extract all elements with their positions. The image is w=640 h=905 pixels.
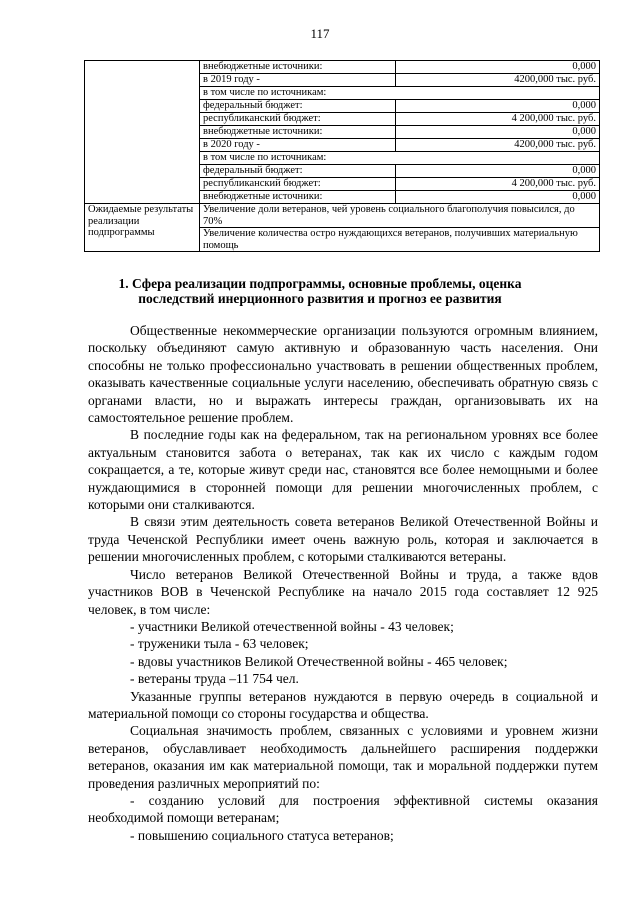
body-text (88, 322, 598, 844)
paragraph: В последние годы как на федеральном, так на региональном уровнях все более актуальным становится забота о ветеранах, так как их число с каждым годом сокращается, а те, которые живут среди нас, становятся все более немощными и более нуждающимися в сторонней помощи для решении многочисленных проблем, с которыми они сталкиваются. (88, 427, 598, 513)
row-label: в 2019 году - (200, 74, 396, 87)
row-value: 0,000 (396, 61, 600, 74)
list-item: - ветераны труда –11 754 чел. (130, 671, 299, 687)
paragraph: Социальная значимость проблем, связанных с условиями и уровнем жизни ветеранов, обуславливает необходимость дальнейшего расширения поддержки ветеранов, оказания им как материальной помощи, так и моральной поддержки путем проведения различных мероприятий по: (88, 723, 598, 791)
expected-result-item: Увеличение количества остро нуждающихся ветеранов, получивших материальную помощь (200, 228, 600, 252)
table-empty-cell (85, 61, 200, 204)
row-value: 4 200,000 тыс. руб. (396, 113, 600, 126)
row-label: в 2020 году - (200, 139, 396, 152)
row-value: 0,000 (396, 191, 600, 204)
row-value: 0,000 (396, 165, 600, 178)
row-label: в том числе по источникам: (200, 87, 600, 100)
table-row (85, 204, 600, 228)
paragraph: Общественные некоммерческие организации пользуются огромным влиянием, поскольку объединяют самую активную и образованную часть населения. Они способны не только профессионально участвовать в решении общественных проблем, оказывать качественные социальные услуги населению, обеспечивать обратную связь с органами власти, но и выражать интересы граждан, организовывать их на самостоятельное решение проблем. (88, 323, 598, 426)
row-value: 0,000 (396, 126, 600, 139)
paragraph: В связи этим деятельность совета ветеранов Великой Отечественной Войны и труда Чеченской Республики имеет очень важную роль, которая и заключается в решении многочисленных проблем, с которыми сталкиваются ветераны. (88, 514, 598, 565)
row-label: внебюджетные источники: (200, 61, 396, 74)
page-number: 117 (310, 26, 330, 41)
row-label: внебюджетные источники: (200, 191, 396, 204)
row-label: федеральный бюджет: (200, 100, 396, 113)
row-label: республиканский бюджет: (200, 178, 396, 191)
row-label: в том числе по источникам: (200, 152, 600, 165)
paragraph: Число ветеранов Великой Отечественной Войны и труда, а также вдов участников ВОВ в Чеченской Республике на начало 2015 года составляет 12 925 человек, в том числе: (88, 566, 598, 617)
row-value: 0,000 (396, 100, 600, 113)
list-item: - труженики тыла - 63 человек; (130, 636, 309, 652)
list-item: - вдовы участников Великой Отечественной войны - 465 человек; (130, 653, 508, 669)
list-item: - созданию условий для построения эффективной системы оказания необходимой помощи ветеранам; (88, 792, 598, 826)
expected-results-label: Ожидаемые результаты реализации подпрограммы (85, 204, 200, 252)
row-label: республиканский бюджет: (200, 113, 396, 126)
table-row (85, 61, 600, 74)
row-value: 4 200,000 тыс. руб. (396, 178, 600, 191)
paragraph: Указанные группы ветеранов нуждаются в первую очередь в социальной и материальной помощи со стороны государства и общества. (88, 688, 598, 721)
expected-result-item: Увеличение доли ветеранов, чей уровень социального благополучия повысился, до 70% (200, 204, 600, 228)
row-label: федеральный бюджет: (200, 165, 396, 178)
row-value: 4200,000 тыс. руб. (396, 139, 600, 152)
list-item: - участники Великой отечественной войны - 43 человек; (130, 618, 454, 634)
list-item: - повышению социального статуса ветеранов; (130, 827, 394, 843)
row-label: внебюджетные источники: (200, 126, 396, 139)
financing-table (84, 60, 600, 252)
row-value: 4200,000 тыс. руб. (396, 74, 600, 87)
section-heading: 1. Сфера реализации подпрограммы, основные проблемы, оценка последствий инерционного развития и прогноз ее развития (118, 276, 522, 306)
